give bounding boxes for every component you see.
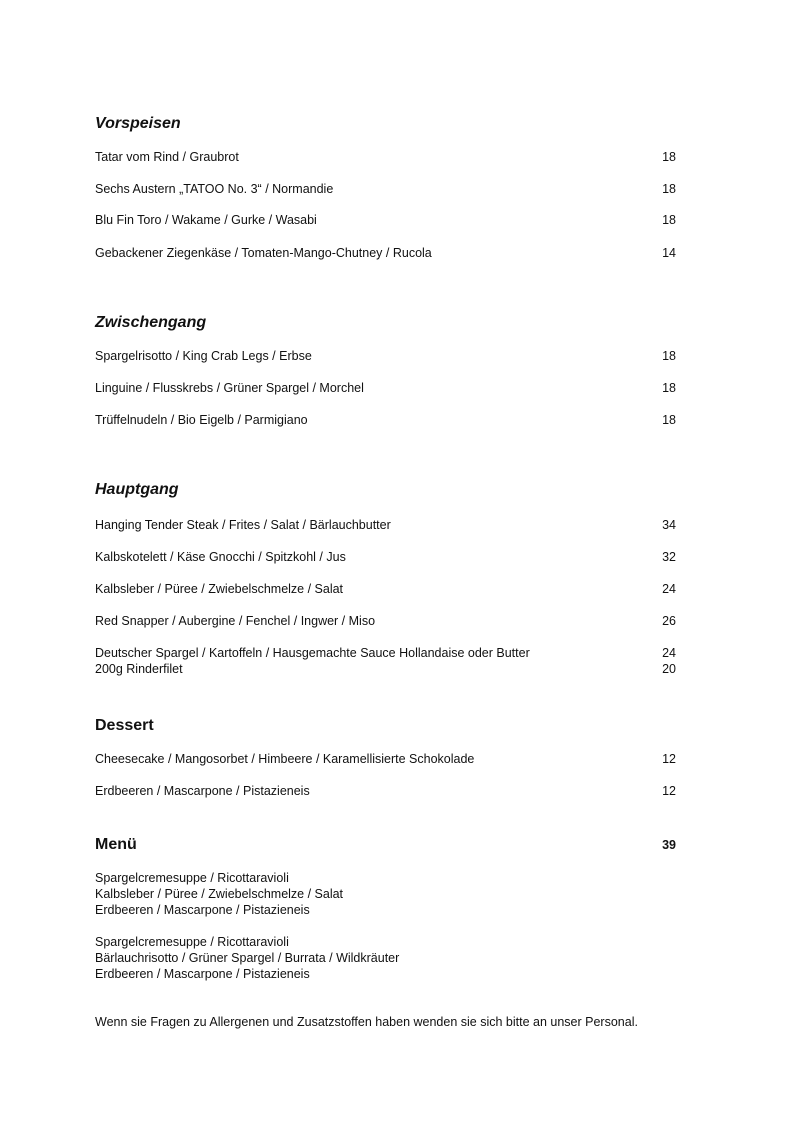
item-price: 26: [662, 614, 676, 628]
menu-price: 39: [662, 838, 676, 852]
item-name: Trüffelnudeln / Bio Eigelb / Parmigiano: [95, 413, 308, 427]
item-name: Red Snapper / Aubergine / Fenchel / Ingwer / Miso: [95, 614, 376, 628]
menu-item: [95, 751, 676, 767]
section-hauptgang: [95, 480, 676, 676]
menu-course: Spargelcremesuppe / Ricottaravioli: [95, 871, 289, 885]
item-price: 18: [662, 150, 676, 164]
menu-item: [95, 245, 676, 261]
section-zwischengang: [95, 313, 676, 427]
menu-item: [95, 181, 676, 197]
item-price: 18: [662, 349, 676, 363]
menu-item: [95, 380, 676, 396]
item-name: Tatar vom Rind / Graubrot: [95, 150, 239, 164]
item-price: 18: [662, 413, 676, 427]
item-name: Sechs Austern „TATOO No. 3“ / Normandie: [95, 182, 334, 196]
item-price: 24: [662, 646, 676, 660]
menu-course: Kalbsleber / Püree / Zwiebelschmelze / Salat: [95, 887, 344, 901]
menu-item: [95, 412, 676, 428]
item-name: Kalbsleber / Püree / Zwiebelschmelze / Salat: [95, 582, 344, 596]
item-price: 34: [662, 518, 676, 532]
section-title: Zwischengang: [95, 314, 207, 331]
menu-item: [95, 149, 676, 165]
item-price: 18: [662, 381, 676, 395]
item-name: Spargelrisotto / King Crab Legs / Erbse: [95, 349, 312, 363]
menu-item: [95, 661, 676, 677]
menu-item: [95, 613, 676, 629]
menu-item: [95, 549, 676, 565]
item-name: Kalbskotelett / Käse Gnocchi / Spitzkohl / Jus: [95, 550, 346, 564]
item-price: 14: [662, 246, 676, 260]
item-price: 18: [662, 182, 676, 196]
section-title: Vorspeisen: [95, 115, 181, 132]
section-dessert: [95, 716, 676, 798]
item-price: 12: [662, 784, 676, 798]
item-name: Cheesecake / Mangosorbet / Himbeere / Karamellisierte Schokolade: [95, 752, 475, 766]
section-title: Hauptgang: [95, 481, 179, 498]
menu-header: [95, 835, 676, 855]
menu-item: [95, 645, 676, 661]
item-price: 24: [662, 582, 676, 596]
item-name: Linguine / Flusskrebs / Grüner Spargel / Morchel: [95, 381, 364, 395]
section-title: Menü: [95, 836, 137, 853]
menu-item: [95, 517, 676, 533]
item-price: 20: [662, 662, 676, 676]
menu-item: [95, 783, 676, 799]
menu-course: Bärlauchrisotto / Grüner Spargel / Burrata / Wildkräuter: [95, 951, 400, 965]
menu-course: Erdbeeren / Mascarpone / Pistazieneis: [95, 903, 310, 917]
allergen-note: Wenn sie Fragen zu Allergenen und Zusatzstoffen haben wenden sie sich bitte an unser Personal.: [95, 1015, 638, 1029]
menu-item: [95, 581, 676, 597]
menu-course: Erdbeeren / Mascarpone / Pistazieneis: [95, 967, 310, 981]
item-name: 200g Rinderfilet: [95, 662, 183, 676]
menu-item: [95, 212, 676, 228]
item-name: Hanging Tender Steak / Frites / Salat / Bärlauchbutter: [95, 518, 391, 532]
section-vorspeisen: [95, 114, 676, 260]
menu-course: Spargelcremesuppe / Ricottaravioli: [95, 935, 289, 949]
menu-item: [95, 348, 676, 364]
item-price: 32: [662, 550, 676, 564]
item-name: Gebackener Ziegenkäse / Tomaten-Mango-Chutney / Rucola: [95, 246, 432, 260]
item-price: 12: [662, 752, 676, 766]
item-name: Deutscher Spargel / Kartoffeln / Hausgemachte Sauce Hollandaise oder Butter: [95, 646, 530, 660]
item-price: 18: [662, 213, 676, 227]
item-name: Erdbeeren / Mascarpone / Pistazieneis: [95, 784, 310, 798]
section-title: Dessert: [95, 717, 154, 734]
item-name: Blu Fin Toro / Wakame / Gurke / Wasabi: [95, 213, 317, 227]
